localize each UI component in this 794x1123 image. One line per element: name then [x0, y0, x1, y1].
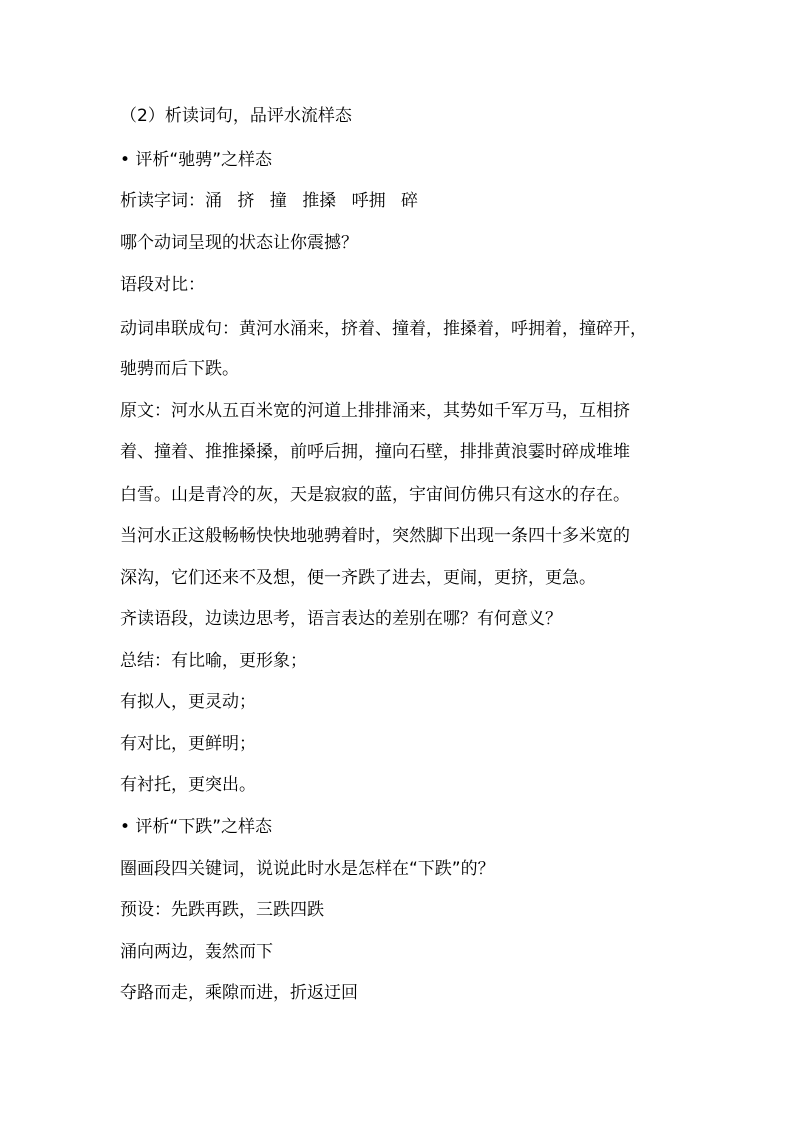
verb-sentence-line-2: 驰骋而后下跌。	[120, 359, 239, 379]
subsection-heading-gallop: • 评析“驰骋”之样态	[120, 150, 273, 170]
original-text-line-5: 深沟，它们还来不及想，便一齐跌了进去，更闹，更挤，更急。	[120, 568, 596, 588]
fall-question-line: 圈画段四关键词，说说此时水是怎样在“下跌”的？	[120, 859, 495, 879]
preset-line-3: 夺路而走，乘隙而进，折返迂回	[120, 983, 358, 1003]
summary-line-3: 有对比，更鲜明；	[120, 734, 256, 754]
original-text-line-1: 原文：河水从五百米宽的河道上排排涌来，其势如千军万马，互相挤	[120, 401, 630, 421]
question-line: 哪个动词呈现的状态让你震撼？	[120, 233, 358, 253]
original-text-line-4: 当河水正这般畅畅快快地驰骋着时，突然脚下出现一条四十多米宽的	[120, 526, 630, 546]
preset-line-2: 涌向两边，轰然而下	[120, 942, 273, 962]
reading-question-line: 齐读语段，边读边思考，语言表达的差别在哪？有何意义？	[120, 609, 562, 629]
word-analysis-line: 析读字词：涌 挤 撞 推搡 呼拥 碎	[120, 191, 419, 211]
summary-line-2: 有拟人，更灵动；	[120, 692, 256, 712]
subsection-heading-fall: • 评析“下跌”之样态	[120, 817, 273, 837]
original-text-line-2: 着、撞着、推推搡搡，前呼后拥，撞向石壁，排排黄浪霎时碎成堆堆	[120, 442, 630, 462]
section-heading: （2）析读词句，品评水流样态	[120, 106, 352, 126]
summary-line-4: 有衬托，更突出。	[120, 775, 256, 795]
verb-sentence-line-1: 动词串联成句：黄河水涌来，挤着、撞着，推搡着，呼拥着，撞碎开，	[120, 319, 647, 339]
summary-line-1: 总结：有比喻，更形象；	[120, 651, 307, 671]
original-text-line-3: 白雪。山是青冷的灰，天是寂寂的蓝，宇宙间仿佛只有这水的存在。	[120, 485, 630, 505]
comparison-label: 语段对比：	[120, 275, 205, 295]
preset-line-1: 预设：先跌再跌，三跌四跌	[120, 900, 324, 920]
